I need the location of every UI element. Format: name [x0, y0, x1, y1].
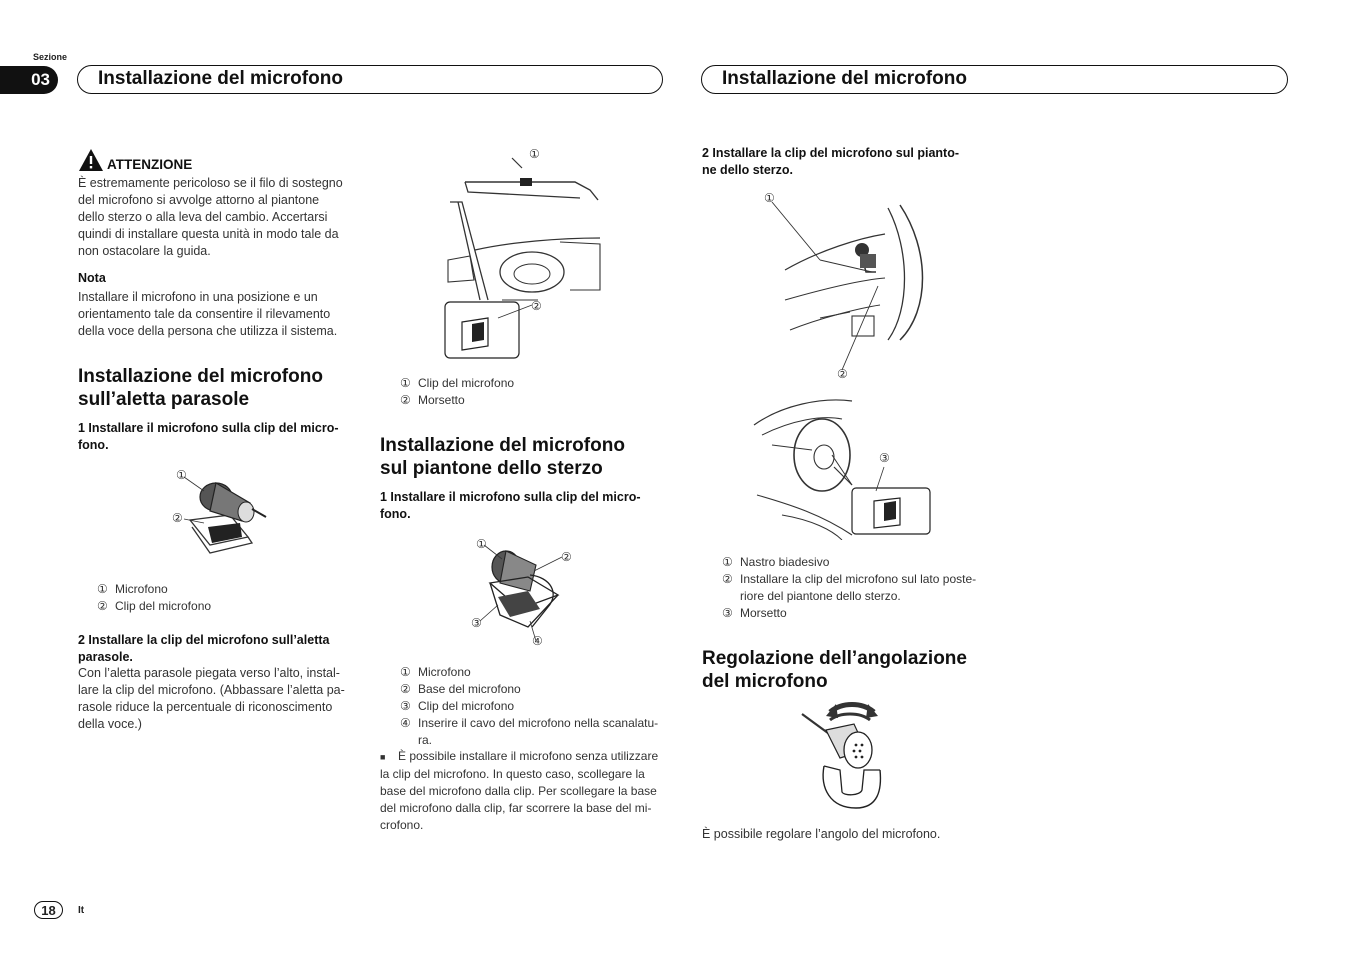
sun-visor-clip-illustration — [440, 150, 605, 365]
fig2-callout-4: ④ — [532, 634, 543, 648]
col2-note: ■ È possibile installare il microfono senza utilizzare la clip del microfono. In questo caso, scollegare la base del microfono dalla clip. Per scollegare la base del microfono dalla clip, far scorrere la base del mi- crofono. — [380, 749, 659, 832]
col1-step2: 2 Installare la clip del microfono sull’aletta parasole. — [78, 633, 330, 664]
fig3-callout-2: ② — [837, 367, 848, 381]
fig3-callout-3: ③ — [879, 451, 890, 465]
warning-triangle-icon — [78, 148, 104, 172]
steering-column-clip-illustration — [760, 190, 930, 380]
section-label: Sezione — [33, 52, 68, 62]
heading-regolazione-angolazione: Regolazione dell’angolazione del microfono — [702, 648, 967, 692]
fig1-captions: ① Microfono ② Clip del microfono — [97, 582, 212, 613]
heading-piantone-sterzo: Installazione del microfono sul piantone dello sterzo — [380, 435, 625, 479]
col1-step2-body: Con l’aletta parasole piegata verso l’alto, instal- lare la clip del microfono. (Abbassare l’aletta pa- rasole riduce la percentuale di riconoscimento della voce.) — [78, 666, 345, 731]
fig3-callout-1: ① — [764, 191, 775, 205]
microphone-angle-illustration — [800, 700, 890, 815]
section-number-badge: 03 — [0, 66, 58, 94]
nota-title: Nota — [78, 271, 106, 285]
col1-step1: 1 Installare il microfono sulla clip del micro- fono. — [78, 421, 339, 452]
page-number: 18 — [34, 901, 63, 919]
warning-text: È estremamente pericoloso se il filo di sostegno del microfono si avvolge attorno al piantone dello sterzo o alla leva del cambio. Accertarsi quindi di installare questa unità in modo tale da non ostacolare la guida. — [78, 176, 343, 258]
dashboard-clamp-illustration — [752, 395, 934, 540]
fig2-callout-3: ③ — [471, 616, 482, 630]
col3-body: È possibile regolare l’angolo del microfono. — [702, 827, 941, 841]
fig2-callout-2: ② — [561, 550, 572, 564]
fig1-callout-1: ① — [176, 468, 187, 482]
fig3-captions: ① Nastro biadesivo ② Installare la clip del microfono sul lato poste- riore del piantone dello sterzo. ③ Morsetto — [722, 555, 977, 620]
heading-aletta-parasole: Installazione del microfono sull’aletta parasole — [78, 366, 323, 410]
fig1-callout-2: ② — [172, 511, 183, 525]
language-code: It — [78, 905, 85, 916]
warning-title: ATTENZIONE — [107, 157, 193, 172]
nota-text: Installare il microfono in una posizione e un orientamento tale da consentire il rilevamento della voce della persona che utilizza il sistema. — [78, 290, 338, 338]
col2-step1: 1 Installare il microfono sulla clip del micro- fono. — [380, 490, 641, 521]
fig2-callout-1: ① — [476, 537, 487, 551]
fig-visor-callout-1: ① — [529, 147, 540, 161]
header-left: Installazione del microfono — [77, 65, 663, 94]
fig2-captions: ① Microfono ② Base del microfono ③ Clip del microfono ④ Inserire il cavo del microfono nella scanalatu- ra. — [400, 665, 659, 747]
fig-visor-callout-2: ② — [531, 299, 542, 313]
col3-step2: 2 Installare la clip del microfono sul pianto- ne dello sterzo. — [702, 146, 959, 177]
header-right: Installazione del microfono — [701, 65, 1288, 94]
bullet-square-icon: ■ — [380, 752, 386, 762]
fig-visor-captions: ① Clip del microfono ② Morsetto — [400, 376, 515, 407]
